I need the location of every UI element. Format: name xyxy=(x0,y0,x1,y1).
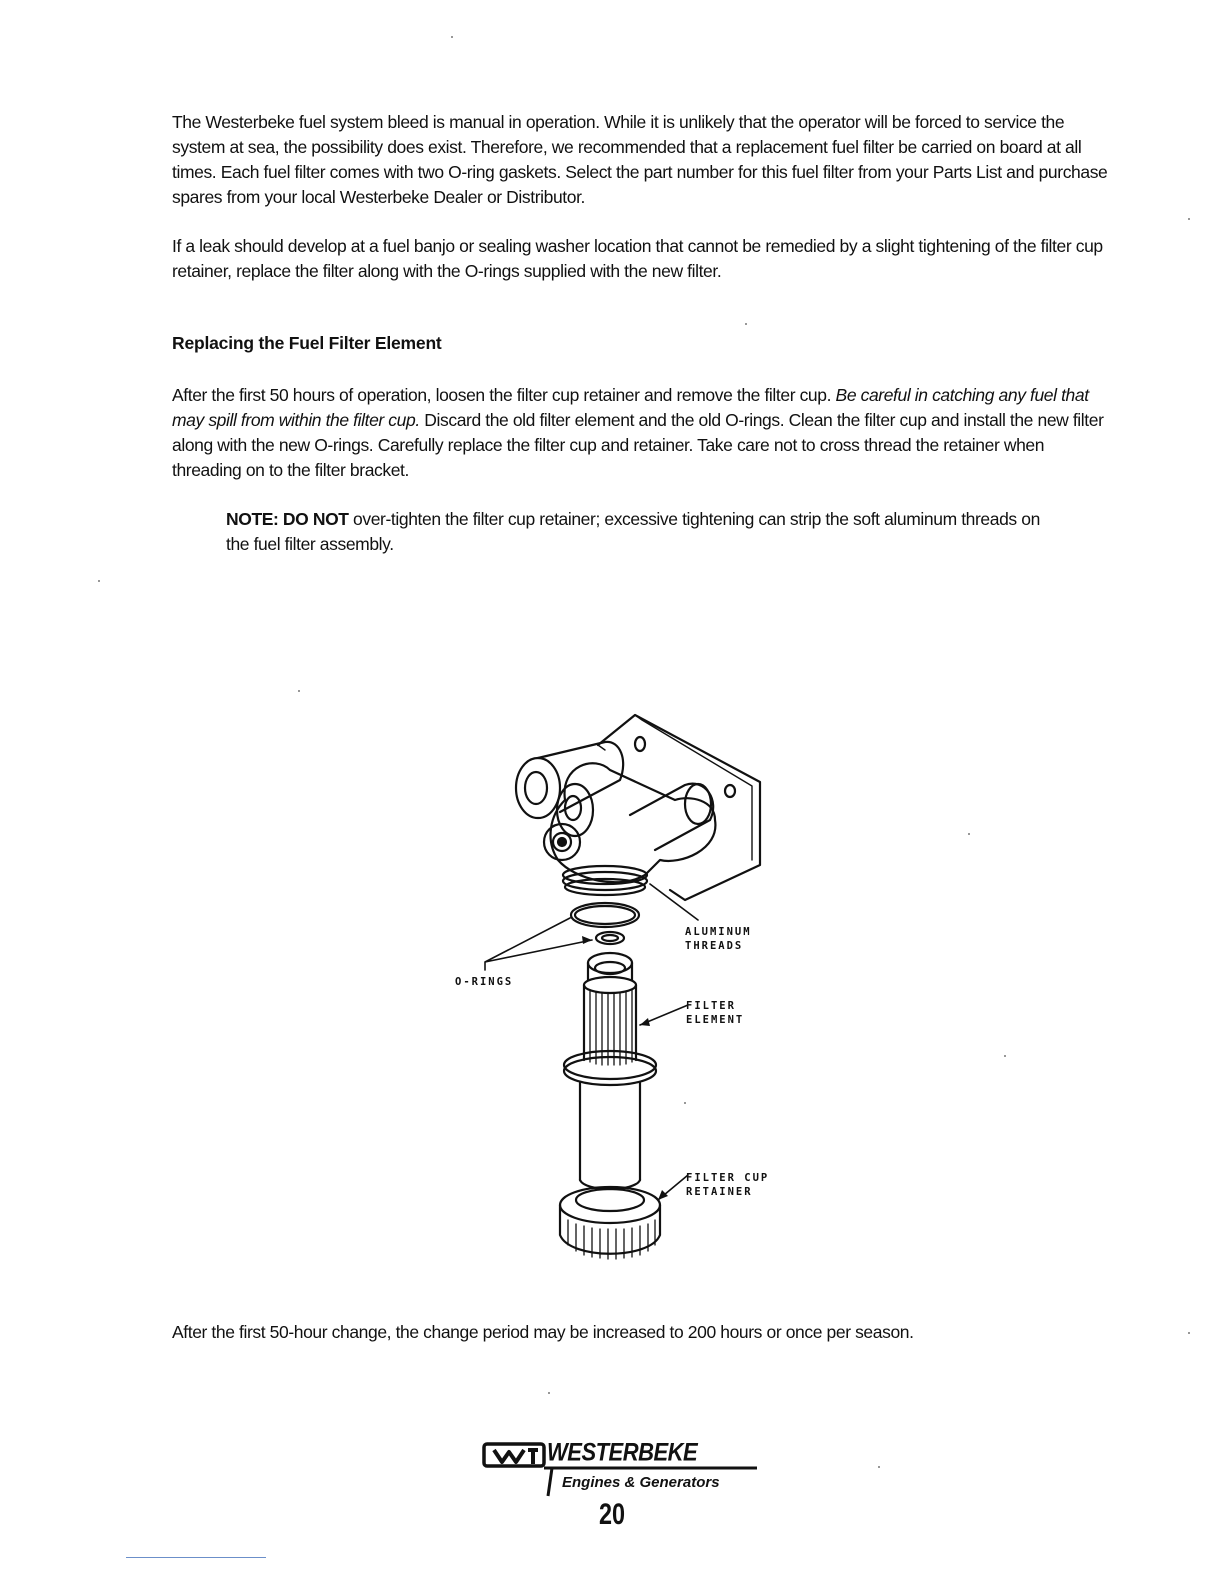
label-filter-cup-retainer: FILTER CUP RETAINER xyxy=(686,1172,770,1198)
scan-speck xyxy=(451,36,453,38)
label-o-rings: O-RINGS xyxy=(455,976,514,988)
note-block xyxy=(226,507,1066,557)
label-filter-element: FILTER ELEMENT xyxy=(686,1000,745,1026)
scan-speck xyxy=(548,1392,550,1394)
cup-flange xyxy=(564,1051,656,1079)
note-text: over-tighten the filter cup retainer; excessive tightening can strip the soft aluminum threads on the fuel filter assembly. xyxy=(226,509,1040,554)
bracket-hole-right xyxy=(725,785,735,797)
replacement-intro: After the first 50 hours of operation, loosen the filter cup retainer and remove the filter cup. xyxy=(172,385,832,405)
section-heading: Replacing the Fuel Filter Element xyxy=(172,333,442,353)
page-number: 20 xyxy=(598,1498,626,1531)
brand-tagline: Engines & Generators xyxy=(562,1474,720,1491)
bracket-hole-top xyxy=(635,737,645,751)
o-ring-small xyxy=(596,932,624,944)
change-interval-paragraph: After the first 50-hour change, the change period may be increased to 200 hours or once per season. xyxy=(172,1322,914,1342)
brand-name: WESTERBEKE xyxy=(547,1438,698,1466)
scan-speck xyxy=(1004,1055,1006,1057)
note-label: NOTE: xyxy=(226,509,279,529)
scan-speck xyxy=(968,833,970,835)
intro-paragraph: The Westerbeke fuel system bleed is manual in operation. While it is unlikely that the operator will be forced to service the system at sea, the possibility does exist. Therefore, we recommended that a replacement fuel filter be carried on board at all times. Each fuel filter comes with two O-ring gaskets. Select the part number for this fuel filter from your Parts List and purchase spares from your local Westerbeke Dealer or Distributor. xyxy=(172,112,1108,207)
scan-speck xyxy=(298,690,300,692)
scan-speck xyxy=(878,1466,880,1468)
replacement-paragraph xyxy=(172,383,1112,483)
filter-element xyxy=(584,985,636,1060)
leader-o-rings xyxy=(485,918,592,970)
note-emphasis: DO NOT xyxy=(282,509,349,529)
banjo-left xyxy=(516,758,560,818)
scan-speck xyxy=(98,580,100,582)
label-aluminum-threads: ALUMINUM THREADS xyxy=(685,926,752,952)
scan-speck xyxy=(1188,1332,1190,1334)
caution-text: Be careful in catching any fuel that may spill from within the filter cup. xyxy=(172,385,1089,430)
scan-speck xyxy=(1188,218,1190,220)
replacement-steps: Discard the old filter element and the old O-rings. Clean the filter cup and install the new filter along with the new O-rings. Carefully replace the filter cup and retainer. Take care not to cross thread the retainer when threading on to the filter bracket. xyxy=(172,410,1104,480)
scan-speck xyxy=(745,323,747,325)
filter-cup xyxy=(580,1083,640,1180)
footer-rule xyxy=(126,1557,266,1558)
leak-paragraph: If a leak should develop at a fuel banjo or sealing washer location that cannot be remedied by a slight tightening of the filter cup retainer, replace the filter along with the O-rings supplied with the new filter. xyxy=(172,236,1103,281)
filter-cup-retainer xyxy=(560,1187,660,1223)
scan-speck xyxy=(684,1102,686,1104)
filter-head xyxy=(551,763,716,882)
leader-aluminum-threads xyxy=(650,884,698,920)
